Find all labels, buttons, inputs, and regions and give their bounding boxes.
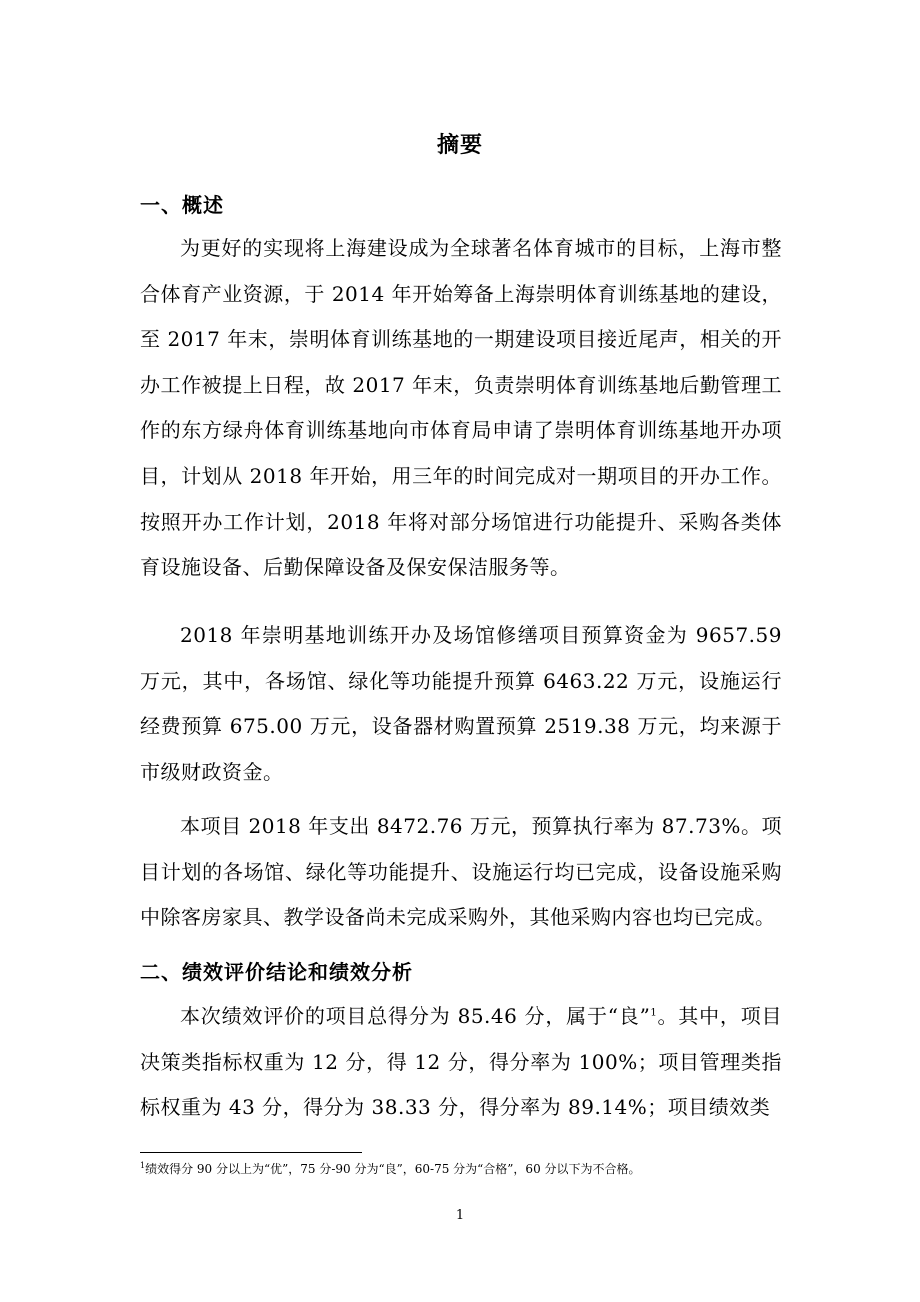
footnote-mark: 1 [140,1161,146,1170]
section-heading-performance: 二、绩效评价结论和绩效分析 [140,960,413,984]
footnote-text: 绩效得分 90 分以上为“优”，75 分-90 分为“良”，60-75 分为“合格”，60 分以下为不合格。 [145,1162,641,1176]
section-heading-overview: 一、概述 [140,193,224,217]
overview-paragraph-2: 2018 年崇明基地训练开办及场馆修缮项目预算资金为 9657.59 万元，其中，各场馆、绿化等功能提升预算 6463.22 万元，设施运行经费预算 675.00 万元，设备器材购置预算 2519.38 万元，均来源于市级财政资金。 [140,623,782,784]
performance-text-end: 。其中，项目决策类指标权重为 12 分，得 12 分，得分率为 100%；项目管理类指标权重为 43 分，得分为 38.33 分，得分率为 89.14%；项目绩效类 [140,1004,783,1120]
overview-paragraph-1: 为更好的实现将上海建设成为全球著名体育城市的目标，上海市整合体育产业资源，于 2014 年开始筹备上海崇明体育训练基地的建设，至 2017 年末，崇明体育训练基地的一期建设项目接近尾声，相关的开办工作被提上日程，故 2017 年末，负责崇明体育训练基地后勤管理工作的东方绿舟体育训练基地向市体育局申请了崇明体育训练基地开办项目，计划从 2018 年开始，用三年的时间完成对一期项目的开办工作。按照开办工作计划，2018 年将对部分场馆进行功能提升、采购各类体育设施设备、后勤保障设备及保安保洁服务等。 [140,236,782,580]
overview-paragraph-3: 本项目 2018 年支出 8472.76 万元，预算执行率为 87.73%。项目计划的各场馆、绿化等功能提升、设施运行均已完成，设备设施采购中除客房家具、教学设备尚未完成采购外，其他采购内容也均已完成。 [140,814,782,930]
footnote-reference[interactable]: 1 [650,1007,658,1019]
footnote [140,1161,780,1177]
page-title: 摘要 [436,132,483,158]
page-number: 1 [455,1208,465,1223]
performance-text-start: 本次绩效评价的项目总得分为 85.46 分，属于“良” [180,1004,651,1028]
footnote-divider [140,1152,362,1153]
performance-paragraph [140,994,782,1131]
